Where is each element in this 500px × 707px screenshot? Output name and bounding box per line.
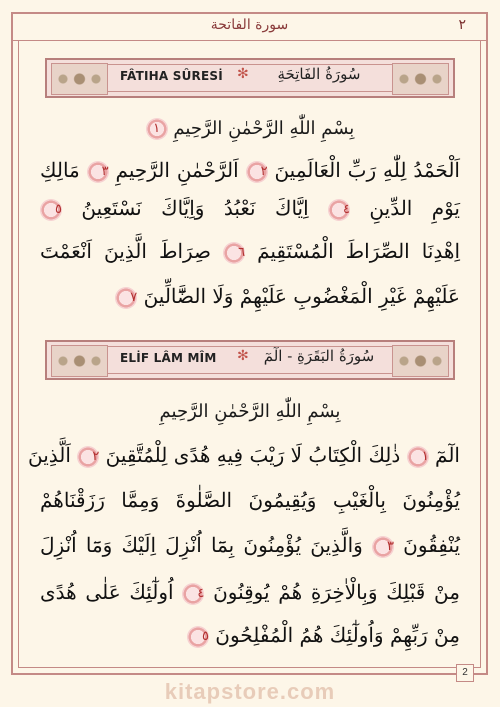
bismillah-bakara [0, 401, 500, 422]
verse-text: اَلْحَمْدُ لِلّٰهِ رَبِّ الْعَالَمِينَ [274, 158, 460, 182]
verse-text: ذٰلِكَ الْكِتَابُ لَا رَيْبَ فِيهِ هُدًى لِلْمُتَّقِينَ [105, 443, 401, 467]
verse-text: يُنْفِقُونَ [403, 533, 461, 557]
verse-line [40, 281, 460, 311]
verse-text: يُؤْمِنُونَ بِالْغَيْبِ وَيُقِيمُونَ الصَّلٰوةَ وَمِمَّا رَزَقْنَاهُمْ [40, 488, 460, 512]
footer-page-number: 2 [456, 664, 474, 682]
verse-marker: ٢ [246, 161, 268, 183]
verse-line [28, 440, 460, 470]
verse-text: اِيَّاكَ نَعْبُدُ وَاِيَّاكَ نَسْتَعِينُ [81, 196, 309, 220]
verse-line [40, 236, 460, 266]
verse-text: اَلَّذِينَ [28, 443, 71, 467]
verse-marker: ٣ [87, 161, 109, 183]
verse-line [40, 577, 460, 607]
verse-text: اُولٰٓئِكَ عَلٰى هُدًى [40, 580, 174, 604]
verse-line [40, 530, 460, 560]
star-icon: ✻ [237, 66, 249, 82]
verse-line [40, 155, 460, 185]
verse-marker: ٤ [328, 199, 350, 221]
banner-arabic-title: سُورَةُ الفَاتِحَةِ [277, 65, 361, 83]
verse-text: صِرَاطَ الَّذِينَ اَنْعَمْتَ [40, 239, 212, 263]
banner-latin-title: FÂTIHA SÛRESİ [120, 69, 223, 83]
bismillah-text: بِسْمِ اللّٰهِ الرَّحْمٰنِ الرَّحِيمِ [159, 401, 341, 422]
verse-text: مَالِكِ [40, 158, 80, 182]
verse-text: الٓمٓ [435, 443, 460, 467]
verse-text: يَوْمِ الدِّينِ [369, 196, 460, 220]
header-surah-title: سورة الفاتحة [210, 17, 289, 33]
verse-line [40, 193, 460, 223]
verse-line [40, 485, 460, 515]
verse-marker: ٤ [182, 583, 204, 605]
verse-text: وَالَّذِينَ يُؤْمِنُونَ بِمَٓا اُنْزِلَ اِلَيْكَ وَمَٓا اُنْزِلَ [40, 533, 363, 557]
banner-latin-title: ELİF LÂM MÎM [120, 351, 217, 365]
left-ornament-icon [51, 345, 108, 377]
fatiha-banner [45, 58, 455, 98]
verse-text: مِنْ قَبْلِكَ وَبِالْاٰخِرَةِ هُمْ يُوقِنُونَ [213, 580, 460, 604]
right-ornament-icon [392, 345, 449, 377]
verse-line [40, 620, 460, 650]
verse-marker: ٥ [40, 199, 62, 221]
verse-marker: ٢ [77, 446, 99, 468]
verse-text: اِهْدِنَا الصِّرَاطَ الْمُسْتَقِيمَ [257, 239, 461, 263]
verse-marker: ١ [407, 446, 429, 468]
verse-marker: ٦ [223, 242, 245, 264]
banner-arabic-title: سُورَةُ البَقَرَةِ - الٓمٓ [263, 347, 375, 365]
left-ornament-icon [51, 63, 108, 95]
page-header [11, 12, 488, 40]
bismillah-text: بِسْمِ اللّٰهِ الرَّحْمٰنِ الرَّحِيمِ [173, 118, 355, 139]
header-page-number: ٢ [458, 17, 466, 33]
star-icon: ✻ [237, 348, 249, 364]
site-watermark: kitapstore.com [164, 679, 336, 704]
right-ornament-icon [392, 63, 449, 95]
verse-marker: ٣ [372, 536, 394, 558]
verse-marker: ٥ [187, 626, 209, 648]
header-divider [11, 40, 488, 41]
bismillah-fatiha [0, 118, 500, 140]
verse-marker: ٧ [115, 287, 137, 309]
verse-text: مِنْ رَبِّهِمْ وَاُولٰٓئِكَ هُمُ الْمُفْلِحُونَ [215, 623, 460, 647]
verse-marker: ١ [146, 118, 168, 140]
verse-text: عَلَيْهِمْ غَيْرِ الْمَغْضُوبِ عَلَيْهِمْ وَلَا الضَّٓالِّينَ [143, 284, 460, 308]
bakara-banner [45, 340, 455, 380]
verse-text: اَلرَّحْمٰنِ الرَّحِيمِ [115, 158, 239, 182]
